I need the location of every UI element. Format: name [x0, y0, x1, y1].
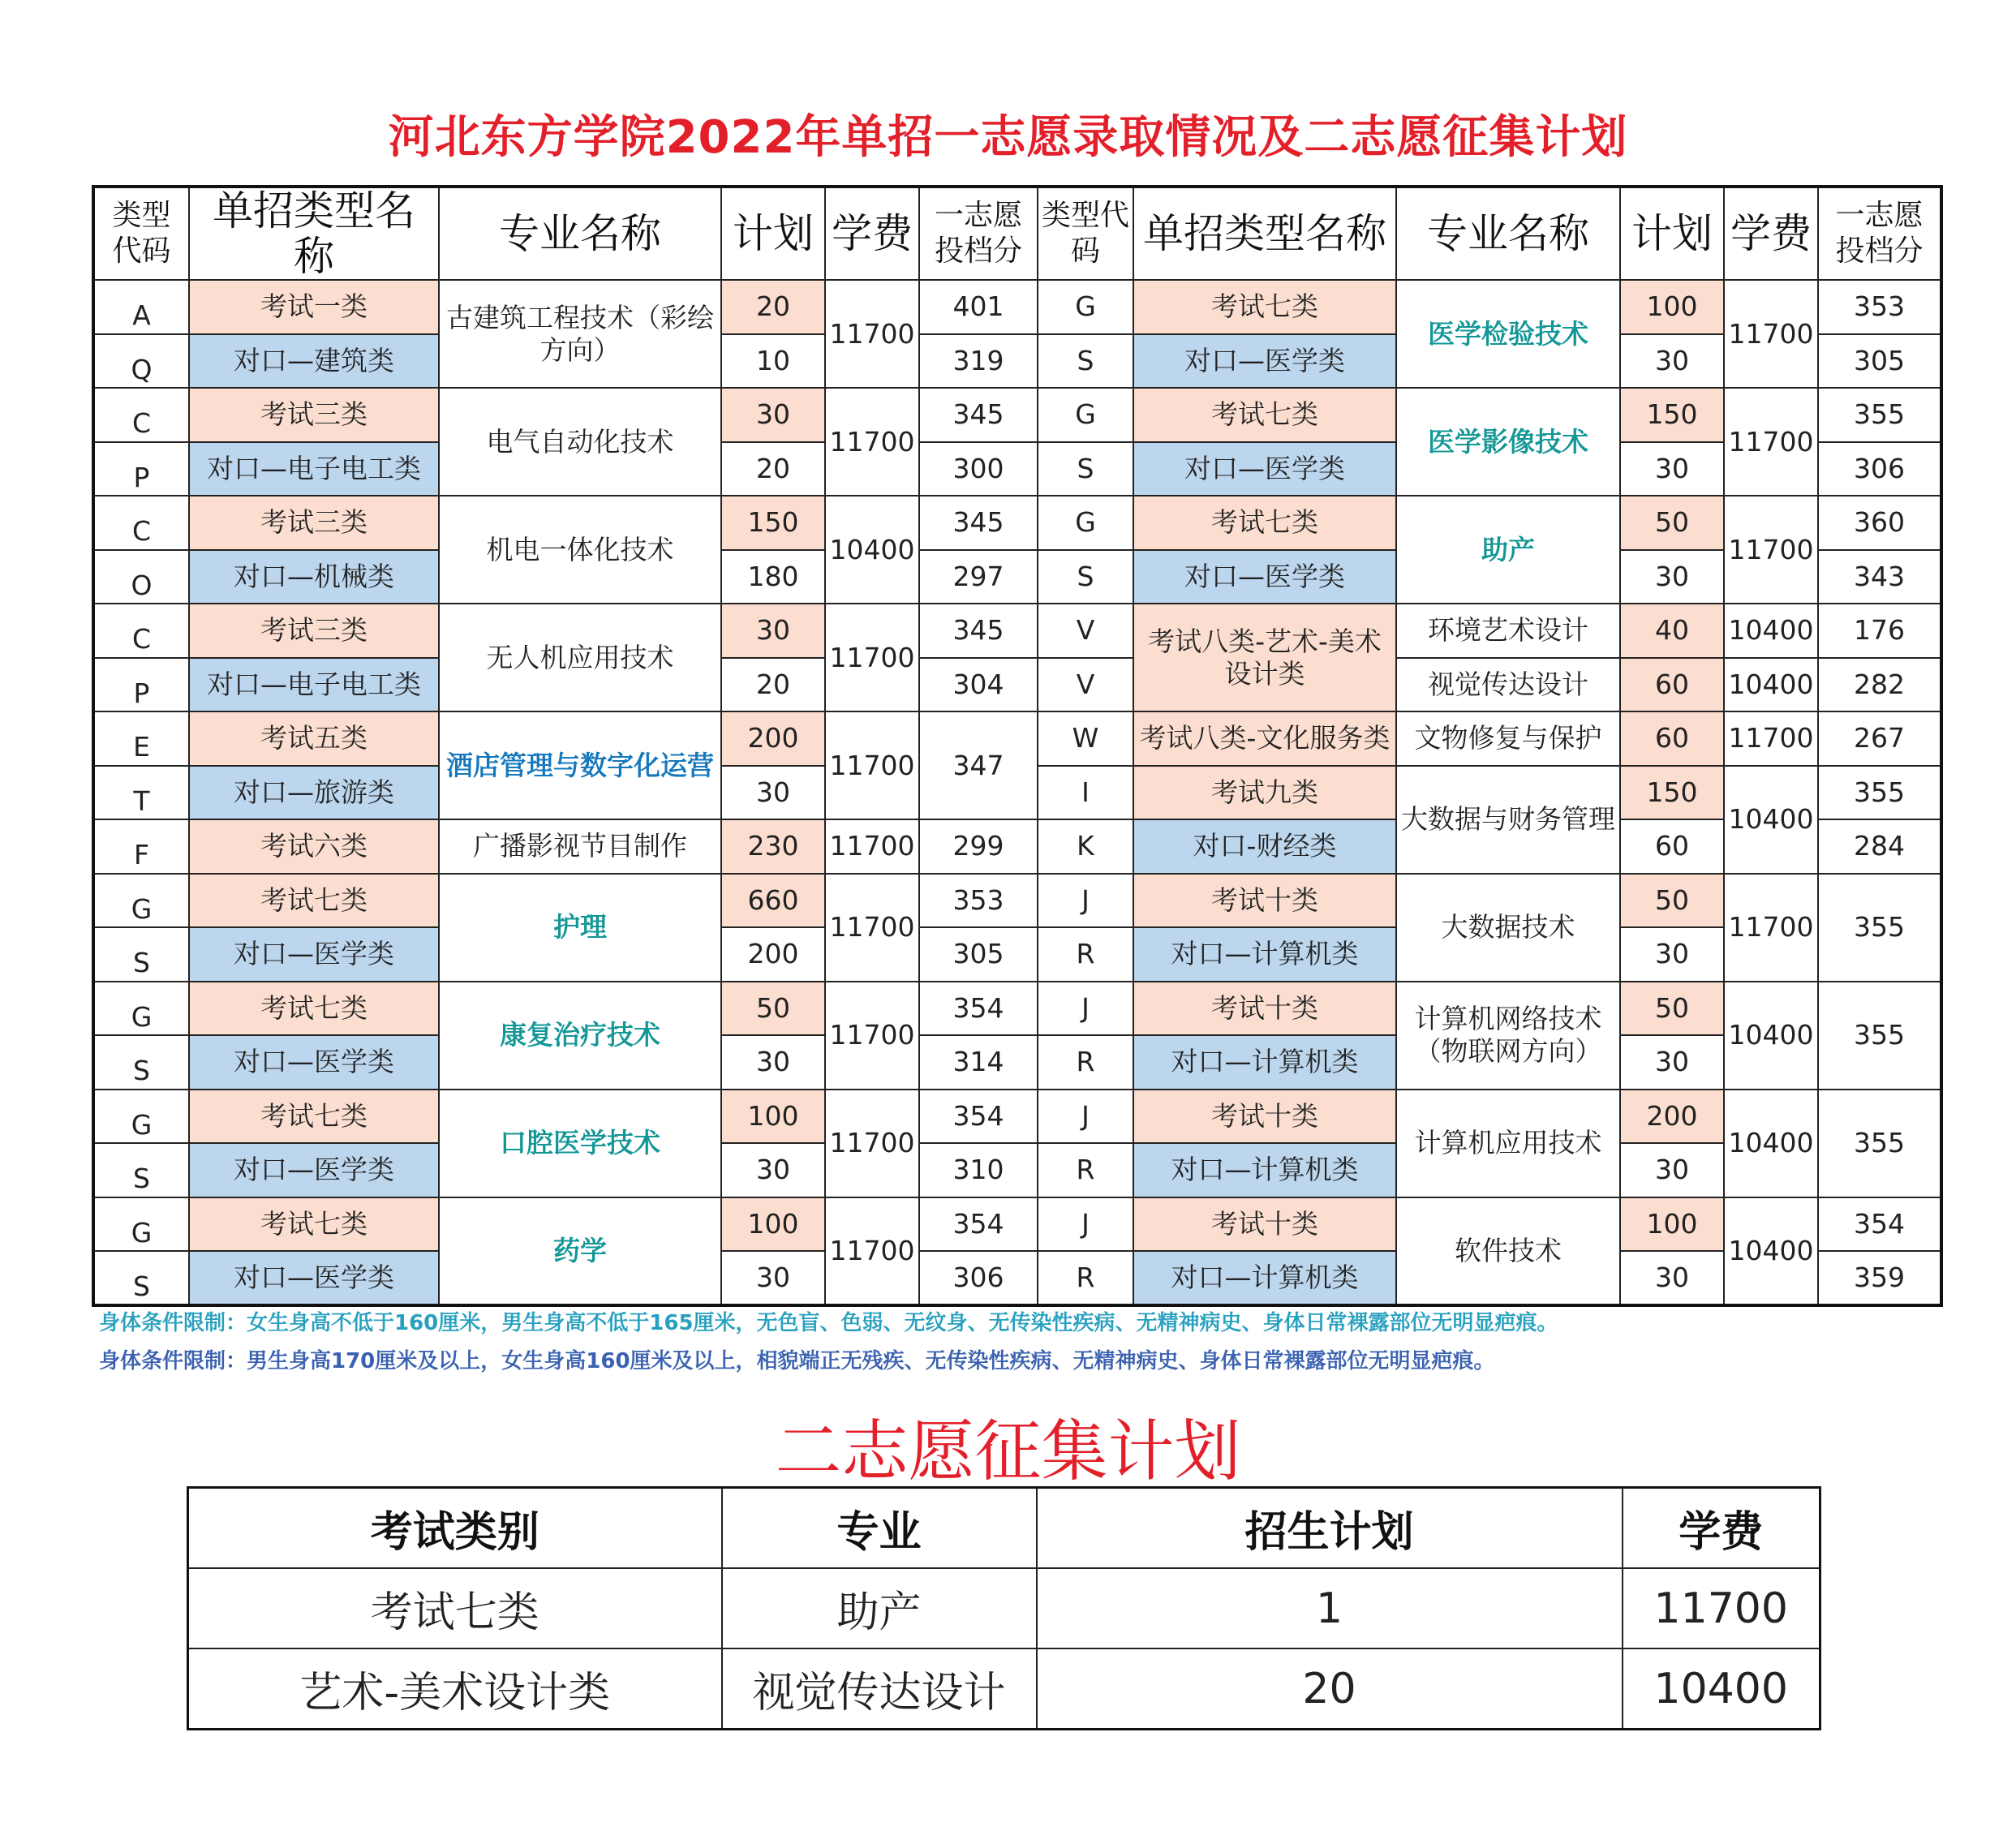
- score-value-right: 306: [1818, 442, 1941, 496]
- fee-value-right: 10400: [1724, 766, 1818, 874]
- plan-value-right: 40: [1620, 604, 1724, 658]
- header-enroll-plan: 招生计划: [1037, 1488, 1623, 1569]
- score-value: 304: [919, 658, 1038, 712]
- score-value-right: 305: [1818, 334, 1941, 389]
- plan-value: 30: [721, 1035, 825, 1090]
- header-plan: 计划: [721, 187, 825, 280]
- second-header-row: [188, 1488, 1820, 1569]
- header-fee: 学费: [1623, 1488, 1820, 1569]
- type-code-right: R: [1038, 1035, 1133, 1090]
- plan-value-right: 150: [1620, 766, 1724, 820]
- major-name: 护理: [439, 874, 721, 982]
- major-name: 康复治疗技术: [439, 982, 721, 1090]
- type-name-right: 考试七类: [1133, 280, 1396, 334]
- table-row: [93, 1251, 1941, 1305]
- score-value: 353: [919, 874, 1038, 928]
- type-name-right: 考试十类: [1133, 874, 1396, 928]
- score-value: 300: [919, 442, 1038, 496]
- fee-value-right: 11700: [1724, 874, 1818, 982]
- header-plan-right: 计划: [1620, 187, 1724, 280]
- type-code-right: R: [1038, 1143, 1133, 1197]
- type-code-right: G: [1038, 280, 1133, 334]
- type-name-right: 考试八类-文化服务类: [1133, 711, 1396, 766]
- fee-value-right: 11700: [1724, 388, 1818, 496]
- fee-value: 11700: [825, 604, 919, 711]
- fee-value: 11700: [825, 982, 919, 1090]
- type-code-right: S: [1038, 334, 1133, 389]
- type-code: S: [93, 927, 189, 982]
- score-value-right: 282: [1818, 658, 1941, 712]
- type-name: 考试七类: [189, 1090, 439, 1144]
- table-row: [93, 388, 1941, 442]
- type-code-right: G: [1038, 496, 1133, 550]
- type-code-right: G: [1038, 388, 1133, 442]
- plan-value-right: 30: [1620, 334, 1724, 389]
- major-name-right: 医学检验技术: [1396, 280, 1620, 388]
- plan-value: 200: [721, 711, 825, 766]
- type-name-right: 对口—计算机类: [1133, 1251, 1396, 1305]
- type-code: T: [93, 766, 189, 820]
- type-name: 对口—建筑类: [189, 334, 439, 389]
- score-value-right: 355: [1818, 766, 1941, 820]
- major-name: 视觉传达设计: [722, 1648, 1037, 1730]
- major-name: 药学: [439, 1197, 721, 1305]
- fee-value-right: 11700: [1724, 496, 1818, 604]
- type-name: 对口—电子电工类: [189, 442, 439, 496]
- table-row: [93, 550, 1941, 604]
- score-value-right: 355: [1818, 982, 1941, 1090]
- type-name: 对口—医学类: [189, 1251, 439, 1305]
- plan-value-right: 60: [1620, 658, 1724, 712]
- type-code-right: J: [1038, 1197, 1133, 1252]
- type-code: S: [93, 1251, 189, 1305]
- fee-value: 11700: [825, 874, 919, 982]
- table-row: [93, 927, 1941, 982]
- plan-value: 30: [721, 1143, 825, 1197]
- score-value-right: 355: [1818, 1090, 1941, 1197]
- header-major: 专业名称: [439, 187, 721, 280]
- type-name-right: 考试十类: [1133, 1090, 1396, 1144]
- major-name: 口腔医学技术: [439, 1090, 721, 1197]
- type-code-right: V: [1038, 658, 1133, 712]
- fee-value: 11700: [825, 280, 919, 388]
- plan-value-right: 30: [1620, 442, 1724, 496]
- type-name: 对口—机械类: [189, 550, 439, 604]
- score-value: 401: [919, 280, 1038, 334]
- type-code-right: V: [1038, 604, 1133, 658]
- score-value: 310: [919, 1143, 1038, 1197]
- header-score-right: 一志愿投档分: [1818, 187, 1941, 280]
- fee-value: 11700: [825, 819, 919, 874]
- header-score: 一志愿投档分: [919, 187, 1038, 280]
- major-name-right: 计算机网络技术（物联网方向）: [1396, 982, 1620, 1090]
- score-value: 319: [919, 334, 1038, 389]
- header-fee: 学费: [825, 187, 919, 280]
- plan-value-right: 30: [1620, 1143, 1724, 1197]
- type-code: C: [93, 388, 189, 442]
- score-value: 306: [919, 1251, 1038, 1305]
- fee-value: 10400: [825, 496, 919, 604]
- plan-value: 30: [721, 604, 825, 658]
- table-row: [93, 1090, 1941, 1144]
- type-name: 对口—医学类: [189, 927, 439, 982]
- type-name-right: 考试十类: [1133, 982, 1396, 1036]
- score-value: 345: [919, 388, 1038, 442]
- plan-value-right: 50: [1620, 496, 1724, 550]
- major-name: 古建筑工程技术（彩绘方向）: [439, 280, 721, 388]
- plan-value-right: 30: [1620, 1251, 1724, 1305]
- major-name: 酒店管理与数字化运营: [439, 711, 721, 819]
- major-name-right: 计算机应用技术: [1396, 1090, 1620, 1197]
- header-fee-right: 学费: [1724, 187, 1818, 280]
- type-name-right: 对口—计算机类: [1133, 1143, 1396, 1197]
- major-name-right: 软件技术: [1396, 1197, 1620, 1305]
- major-name-right: 环境艺术设计: [1396, 604, 1620, 658]
- type-code: G: [93, 874, 189, 928]
- type-name: 考试五类: [189, 711, 439, 766]
- fee-value-right: 11700: [1724, 280, 1818, 388]
- plan-value: 30: [721, 388, 825, 442]
- plan-value-right: 100: [1620, 1197, 1724, 1252]
- type-code-right: S: [1038, 442, 1133, 496]
- header-type-name-right: 单招类型名称: [1133, 187, 1396, 280]
- type-name: 考试七类: [189, 982, 439, 1036]
- score-value: 354: [919, 982, 1038, 1036]
- major-name: 无人机应用技术: [439, 604, 721, 711]
- type-name-right: 对口—医学类: [1133, 442, 1396, 496]
- score-value: 345: [919, 496, 1038, 550]
- plan-value: 100: [721, 1197, 825, 1252]
- table-row: [93, 1143, 1941, 1197]
- type-code: C: [93, 496, 189, 550]
- plan-value-right: 30: [1620, 1035, 1724, 1090]
- table-row: [93, 334, 1941, 389]
- plan-value-right: 50: [1620, 874, 1724, 928]
- score-value-right: 284: [1818, 819, 1941, 874]
- type-code-right: J: [1038, 1090, 1133, 1144]
- plan-value: 200: [721, 927, 825, 982]
- major-name-right: 文物修复与保护: [1396, 711, 1620, 766]
- plan-value-right: 60: [1620, 819, 1724, 874]
- exam-category: 考试七类: [188, 1568, 722, 1648]
- type-name: 对口—旅游类: [189, 766, 439, 820]
- type-code: F: [93, 819, 189, 874]
- type-code: P: [93, 442, 189, 496]
- type-name-right: 考试七类: [1133, 388, 1396, 442]
- fee-value-right: 10400: [1724, 658, 1818, 712]
- plan-value-right: 150: [1620, 388, 1724, 442]
- plan-value: 10: [721, 334, 825, 389]
- type-code-right: J: [1038, 982, 1133, 1036]
- score-value: 314: [919, 1035, 1038, 1090]
- score-value-right: 355: [1818, 874, 1941, 982]
- fee-value-right: 10400: [1724, 1197, 1818, 1305]
- type-name-right: 考试八类-艺术-美术设计类: [1133, 604, 1396, 711]
- major-name-right: 助产: [1396, 496, 1620, 604]
- body-requirement-note-1: 身体条件限制：女生身高不低于160厘米，男生身高不低于165厘米，无色盲、色弱、无纹身、无传染性疾病、无精神病史、身体日常裸露部位无明显疤痕。: [99, 1311, 1558, 1335]
- type-name: 考试三类: [189, 388, 439, 442]
- fee-value: 11700: [1623, 1568, 1820, 1648]
- plan-value: 20: [721, 658, 825, 712]
- type-name: 对口—医学类: [189, 1035, 439, 1090]
- major-name: 广播影视节目制作: [439, 819, 721, 874]
- type-code: Q: [93, 334, 189, 389]
- type-code: G: [93, 1197, 189, 1252]
- type-code-right: I: [1038, 766, 1133, 820]
- plan-value-right: 200: [1620, 1090, 1724, 1144]
- major-name-right: 大数据与财务管理: [1396, 766, 1620, 874]
- second-choice-title: 二志愿征集计划: [775, 1413, 1241, 1490]
- table-row: [188, 1648, 1820, 1730]
- major-name: 助产: [722, 1568, 1037, 1648]
- type-code: G: [93, 982, 189, 1036]
- plan-value-right: 50: [1620, 982, 1724, 1036]
- score-value: 299: [919, 819, 1038, 874]
- score-value: 305: [919, 927, 1038, 982]
- fee-value: 11700: [825, 1090, 919, 1197]
- type-name-right: 对口—医学类: [1133, 550, 1396, 604]
- type-code: S: [93, 1035, 189, 1090]
- type-name: 考试六类: [189, 819, 439, 874]
- fee-value: 11700: [825, 1197, 919, 1305]
- type-code: O: [93, 550, 189, 604]
- type-code: P: [93, 658, 189, 712]
- type-name-right: 对口—计算机类: [1133, 1035, 1396, 1090]
- fee-value: 11700: [825, 388, 919, 496]
- plan-value: 50: [721, 982, 825, 1036]
- enroll-plan: 1: [1037, 1568, 1623, 1648]
- header-exam-category: 考试类别: [188, 1488, 722, 1569]
- score-value-right: 359: [1818, 1251, 1941, 1305]
- type-name: 考试一类: [189, 280, 439, 334]
- plan-value-right: 30: [1620, 550, 1724, 604]
- major-name-right: 视觉传达设计: [1396, 658, 1620, 712]
- table-row: [93, 819, 1941, 874]
- score-value-right: 354: [1818, 1197, 1941, 1252]
- type-name-right: 对口-财经类: [1133, 819, 1396, 874]
- score-value-right: 267: [1818, 711, 1941, 766]
- type-code-right: R: [1038, 1251, 1133, 1305]
- plan-value: 20: [721, 442, 825, 496]
- type-code: E: [93, 711, 189, 766]
- type-name-right: 考试七类: [1133, 496, 1396, 550]
- header-type-code: 类型代码: [93, 187, 189, 280]
- type-name: 考试七类: [189, 874, 439, 928]
- fee-value-right: 10400: [1724, 982, 1818, 1090]
- fee-value-right: 11700: [1724, 711, 1818, 766]
- major-name: 电气自动化技术: [439, 388, 721, 496]
- major-name: 机电一体化技术: [439, 496, 721, 604]
- page-title: 河北东方学院2022年单招一志愿录取情况及二志愿征集计划: [388, 111, 1628, 164]
- type-code-right: R: [1038, 927, 1133, 982]
- score-value: 347: [919, 711, 1038, 819]
- score-value: 354: [919, 1197, 1038, 1252]
- table-row: [93, 604, 1941, 658]
- plan-value: 100: [721, 1090, 825, 1144]
- type-name-right: 考试十类: [1133, 1197, 1396, 1252]
- type-code: G: [93, 1090, 189, 1144]
- type-name: 考试七类: [189, 1197, 439, 1252]
- table-row: [93, 711, 1941, 766]
- enroll-plan: 20: [1037, 1648, 1623, 1730]
- table-row: [93, 874, 1941, 928]
- type-code-right: K: [1038, 819, 1133, 874]
- table-row: [93, 982, 1941, 1036]
- score-value-right: 343: [1818, 550, 1941, 604]
- plan-value: 30: [721, 1251, 825, 1305]
- type-name: 考试三类: [189, 496, 439, 550]
- plan-value-right: 60: [1620, 711, 1724, 766]
- second-choice-table: [187, 1486, 1821, 1730]
- admission-table: [92, 185, 1943, 1307]
- table-row: [93, 442, 1941, 496]
- table-row: [188, 1568, 1820, 1648]
- type-name-right: 考试九类: [1133, 766, 1396, 820]
- fee-value-right: 10400: [1724, 604, 1818, 658]
- header-major: 专业: [722, 1488, 1037, 1569]
- type-code-right: J: [1038, 874, 1133, 928]
- header-type-code-right: 类型代码: [1038, 187, 1133, 280]
- plan-value: 230: [721, 819, 825, 874]
- type-name-right: 对口—医学类: [1133, 334, 1396, 389]
- plan-value: 180: [721, 550, 825, 604]
- type-code-right: S: [1038, 550, 1133, 604]
- type-name: 考试三类: [189, 604, 439, 658]
- score-value: 354: [919, 1090, 1038, 1144]
- table-row: [93, 1197, 1941, 1252]
- type-code-right: W: [1038, 711, 1133, 766]
- body-requirement-note-2: 身体条件限制：男生身高170厘米及以上，女生身高160厘米及以上，相貌端正无残疾、无传染性疾病、无精神病史、身体日常裸露部位无明显疤痕。: [99, 1349, 1495, 1373]
- score-value: 345: [919, 604, 1038, 658]
- plan-value: 30: [721, 766, 825, 820]
- score-value-right: 176: [1818, 604, 1941, 658]
- type-name: 对口—电子电工类: [189, 658, 439, 712]
- type-code: C: [93, 604, 189, 658]
- type-code: S: [93, 1143, 189, 1197]
- score-value-right: 355: [1818, 388, 1941, 442]
- score-value-right: 360: [1818, 496, 1941, 550]
- header-row: [93, 187, 1941, 280]
- table-row: [93, 496, 1941, 550]
- header-major-right: 专业名称: [1396, 187, 1620, 280]
- major-name-right: 大数据技术: [1396, 874, 1620, 982]
- table-row: [93, 280, 1941, 334]
- major-name-right: 医学影像技术: [1396, 388, 1620, 496]
- score-value-right: 353: [1818, 280, 1941, 334]
- fee-value-right: 10400: [1724, 1090, 1818, 1197]
- plan-value-right: 100: [1620, 280, 1724, 334]
- table-row: [93, 658, 1941, 712]
- fee-value: 11700: [825, 711, 919, 819]
- fee-value: 10400: [1623, 1648, 1820, 1730]
- type-name: 对口—医学类: [189, 1143, 439, 1197]
- table-row: [93, 1035, 1941, 1090]
- exam-category: 艺术-美术设计类: [188, 1648, 722, 1730]
- type-code: A: [93, 280, 189, 334]
- plan-value: 660: [721, 874, 825, 928]
- type-name-right: 对口—计算机类: [1133, 927, 1396, 982]
- score-value: 297: [919, 550, 1038, 604]
- header-type-name: 单招类型名称: [189, 187, 439, 280]
- plan-value: 150: [721, 496, 825, 550]
- plan-value-right: 30: [1620, 927, 1724, 982]
- plan-value: 20: [721, 280, 825, 334]
